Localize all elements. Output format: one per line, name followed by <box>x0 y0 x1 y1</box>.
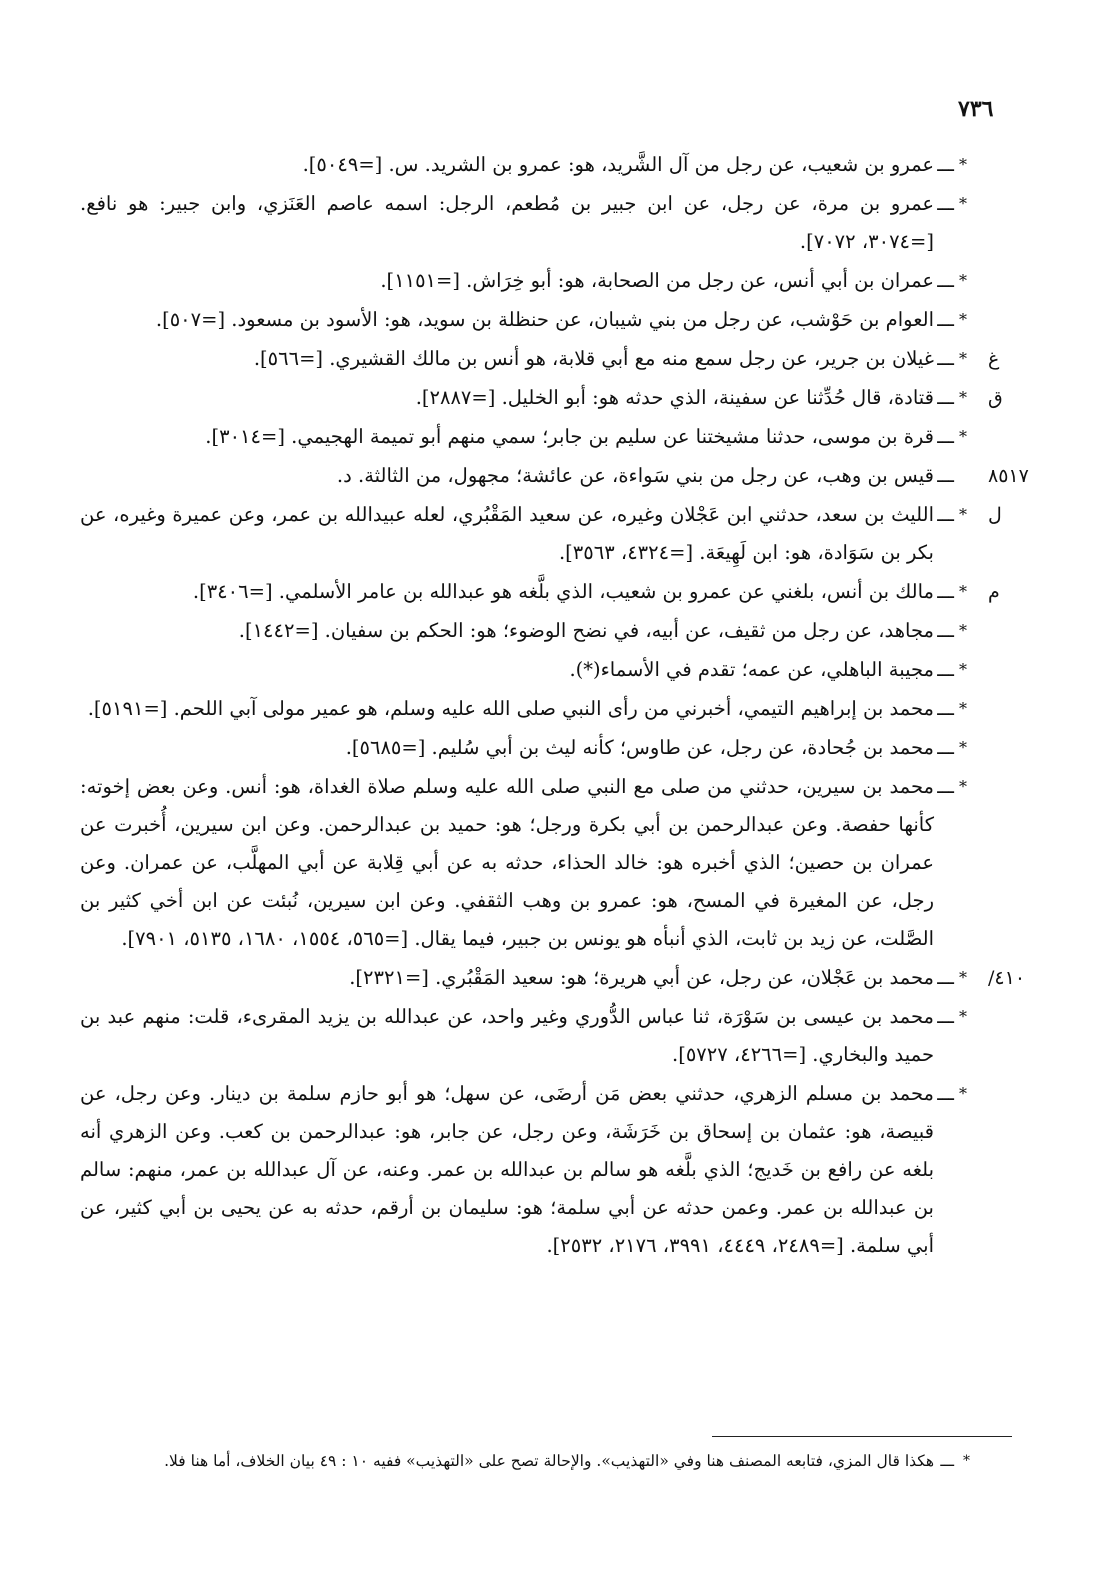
entry-text: مجاهد، عن رجل من ثقيف، عن أبيه، في نضح الوضوء؛ هو: الحكم بن سفيان. [=١٤٤٢]. <box>238 619 934 642</box>
entry-dash: ـــ <box>937 309 954 331</box>
entry <box>80 496 1022 572</box>
footnote <box>80 1448 1022 1474</box>
entry-dash: ـــ <box>937 967 954 989</box>
entry-dash: ـــ <box>937 620 954 642</box>
entry <box>80 959 1026 997</box>
entry <box>80 729 1022 767</box>
entry-dash: ـــ <box>937 659 954 681</box>
entry-margin-marker: م <box>988 581 1000 603</box>
entry-dash: ـــ <box>937 193 954 215</box>
entry-star: * <box>959 349 967 368</box>
entry-star: * <box>959 427 967 446</box>
entry-star: * <box>959 968 967 987</box>
entry-dash: ـــ <box>937 426 954 448</box>
footnote-divider <box>712 1436 1012 1437</box>
entry-text: قيس بن وهب، عن رجل من بني سَواءة، عن عائشة؛ مجهول، من الثالثة. د. <box>336 464 934 487</box>
entry-text: محمد بن سيرين، حدثني من صلى مع النبي صلى الله عليه وسلم صلاة الغداة، هو: أنس. وعن بعض إخوته: كأنها حفصة. وعن عبدالرحمن بن أبي بكرة ورجل؛ هو: حميد بن عبدالرحمن. وعن ابن سيرين، أُخبرت عن عمران بن حصين؛ الذي أخبره هو: خالد الحذاء، حدثه به عن أبي قِلابة عن أبي المهلَّب، عن عمران. وعن رجل، عن المغيرة في المسح، هو: عمرو بن وهب الثقفي. وعن ابن سيرين، نُبئت عن ابن أخي كثير بن الصَّلت، عن زيد بن ثابت، الذي أنبأه هو يونس بن جبير، فيما يقال. [=٥٦٥، ١٥٥٤، ١٦٨٠، ٥١٣٥، ٧٩٠١]. <box>80 775 934 950</box>
entry-text: العوام بن حَوْشب، عن رجل من بني شيبان، عن حنظلة بن سويد، هو: الأسود بن مسعود. [=٥٠٧]. <box>155 308 934 331</box>
entry-star: * <box>959 310 967 329</box>
entry-text: عمرو بن شعيب، عن رجل من آل الشَّريد، هو: عمرو بن الشريد. س. [=٥٠٤٩]. <box>302 153 934 176</box>
entry-dash: ـــ <box>937 1006 954 1028</box>
entry-margin-marker: ٨٥١٧ <box>988 465 1029 487</box>
entry-star: * <box>959 699 967 718</box>
entry-star: * <box>959 1084 967 1103</box>
entry-dash: ـــ <box>937 270 954 292</box>
entry <box>80 457 1029 495</box>
entry-margin-marker: غ <box>988 348 1000 370</box>
entry-dash: ـــ <box>937 504 954 526</box>
entry-dash: ـــ <box>937 387 954 409</box>
entry <box>80 573 1022 611</box>
entry-star: * <box>959 388 967 407</box>
entry-dash: ـــ <box>937 154 954 176</box>
entry <box>80 998 1022 1074</box>
entry-star: * <box>959 505 967 524</box>
entry <box>80 1075 1022 1265</box>
entry-star: * <box>959 621 967 640</box>
entry <box>80 651 1022 689</box>
entry-star: * <box>959 738 967 757</box>
entry <box>80 690 1022 728</box>
entry-margin-marker: ل <box>988 504 1002 526</box>
entry-star: * <box>959 194 967 213</box>
entry-text: مجيبة الباهلي، عن عمه؛ تقدم في الأسماء(*). <box>569 658 934 681</box>
entry-margin-marker: ق <box>988 387 1003 409</box>
entry <box>80 146 1022 184</box>
entry <box>80 379 1022 417</box>
entry-dash: ـــ <box>937 581 954 603</box>
entry <box>80 612 1022 650</box>
entry-text: قرة بن موسى، حدثنا مشيختنا عن سليم بن جابر؛ سمي منهم أبو تميمة الهجيمي. [=٣٠١٤]. <box>205 425 934 448</box>
entry-text: محمد بن مسلم الزهري، حدثني بعض مَن أرضَى، عن سهل؛ هو أبو حازم سلمة بن دينار. وعن رجل، عن قبيصة، هو: عثمان بن إسحاق بن خَرَشَة، وعن رجل، عن جابر، هو: عبدالرحمن بن كعب. وعن الزهري أنه بلغه عن رافع بن خَديج؛ الذي بلَّغه هو سالم بن عبدالله بن عمر. وعنه، عن آل عبدالله بن عمر، منهم: سالم بن عبدالله بن عمر. وعمن حدثه عن أبي سلمة؛ هو: سليمان بن أرقم، حدثه به عن يحيى بن أبي كثير، عن أبي سلمة. [=٢٤٨٩، ٤٤٤٩، ٣٩٩١، ٢١٧٦، ٢٥٣٢]. <box>80 1082 934 1257</box>
footnote-text: هكذا قال المزي، فتابعه المصنف هنا وفي «التهذيب». والإحالة تصح على «التهذيب» ففيه ١٠ : ٤٩ بيان الخلاف، أما هنا فلا. <box>164 1452 934 1470</box>
entry-text: محمد بن إبراهيم التيمي، أخبرني من رأى النبي صلى الله عليه وسلم، هو عمير مولى آبي اللحم. [=٥١٩١]. <box>87 697 934 720</box>
entry-dash: ـــ <box>937 776 954 798</box>
entry-list <box>80 146 1029 1266</box>
entry-dash: ـــ <box>937 465 954 487</box>
entry <box>80 185 1022 261</box>
entry <box>80 340 1022 378</box>
entry-text: عمران بن أبي أنس، عن رجل من الصحابة، هو: أبو خِرَاش. [=١١٥١]. <box>380 269 934 292</box>
entry-star: * <box>959 271 967 290</box>
page-number: ٧٣٦ <box>958 96 994 122</box>
entry-text: محمد بن عَجْلان، عن رجل، عن أبي هريرة؛ هو: سعيد المَقْبُري. [=٢٣٢١]. <box>349 966 934 989</box>
entry-text: قتادة، قال حُدِّثنا عن سفينة، الذي حدثه هو: أبو الخليل. [=٢٨٨٧]. <box>415 386 934 409</box>
entry-star: * <box>959 777 967 796</box>
entry <box>80 418 1022 456</box>
entry-star: * <box>959 660 967 679</box>
entry-dash: ـــ <box>937 737 954 759</box>
entry-star: * <box>959 582 967 601</box>
entry-star: * <box>959 155 967 174</box>
entry-text: عمرو بن مرة، عن رجل، عن ابن جبير بن مُطعم، الرجل: اسمه عاصم العَنَزي، وابن جبير: هو نافع. [=٣٠٧٤، ٧٠٧٢]. <box>80 192 934 253</box>
entry-margin-marker: ٤١٠/ <box>988 967 1026 989</box>
entry-text: الليث بن سعد، حدثني ابن عَجْلان وغيره، عن سعيد المَقْبُري، لعله عبيدالله بن عمر، وعن عميرة وغيره، عن بكر بن سَوَادة، هو: ابن لَهِيعَة. [=٤٣٢٤، ٣٥٦٣]. <box>80 503 934 564</box>
entry-text: مالك بن أنس، بلغني عن عمرو بن شعيب، الذي بلَّغه هو عبدالله بن عامر الأسلمي. [=٣٤٠٦]. <box>192 580 934 603</box>
entry-star: * <box>959 1007 967 1026</box>
entry-text: محمد بن جُحادة، عن رجل، عن طاوس؛ كأنه ليث بن أبي سُليم. [=٥٦٨٥]. <box>345 736 934 759</box>
entry <box>80 262 1022 300</box>
entry-text: غيلان بن جرير، عن رجل سمع منه مع أبي قلابة، هو أنس بن مالك القشيري. [=٥٦٦]. <box>253 347 934 370</box>
footnote-dash: ـــ <box>940 1452 954 1470</box>
entry-text: محمد بن عيسى بن سَوْرَة، ثنا عباس الدُّوري وغير واحد، عن عبدالله بن يزيد المقرىء، قلت: منهم عبد بن حميد والبخاري. [=٤٢٦٦، ٥٧٢٧]. <box>80 1005 934 1066</box>
entry-dash: ـــ <box>937 1083 954 1105</box>
entry <box>80 301 1022 339</box>
footnote-star: * <box>963 1453 970 1469</box>
entry <box>80 768 1022 958</box>
entry-dash: ـــ <box>937 698 954 720</box>
entry-dash: ـــ <box>937 348 954 370</box>
